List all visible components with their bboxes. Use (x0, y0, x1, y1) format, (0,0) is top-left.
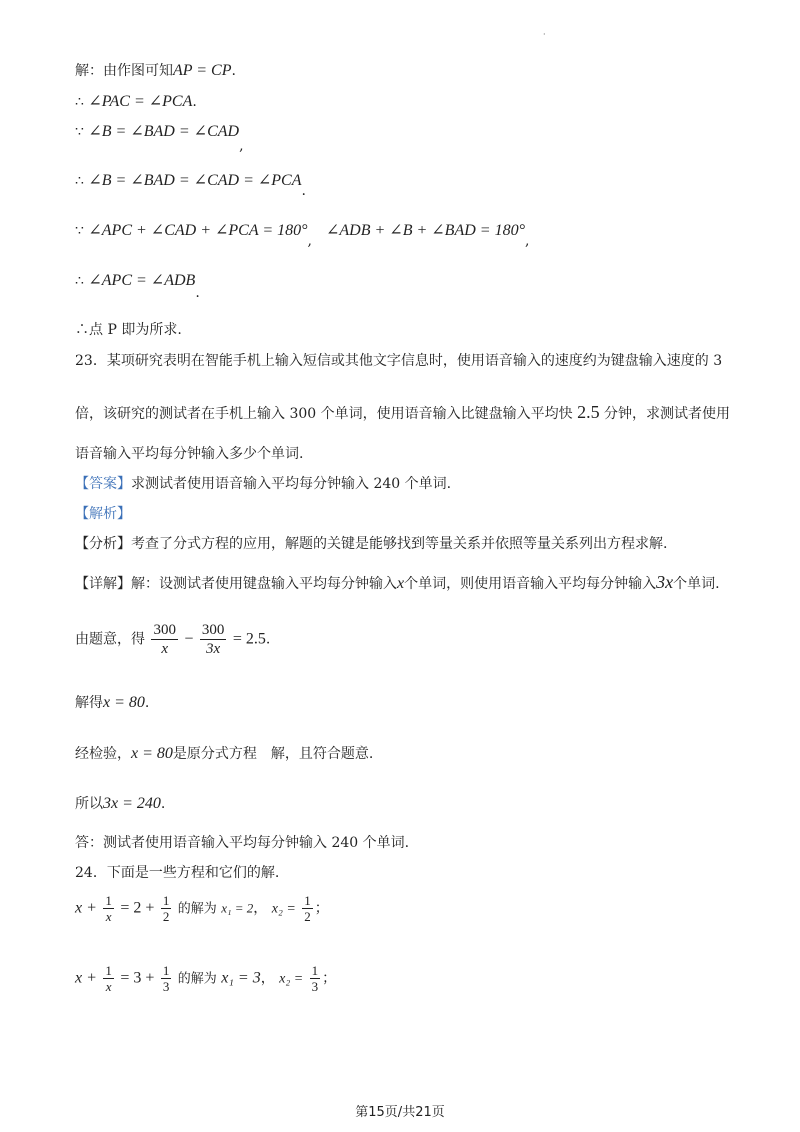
minus-sign: − (184, 630, 194, 648)
check-math: x = 80 (131, 745, 173, 762)
q24-intro (75, 864, 279, 882)
fraction-numerator: 300 (201, 622, 225, 638)
proof-line-2 (75, 93, 197, 111)
punct: , (307, 233, 312, 249)
q24-equation-1 (75, 893, 329, 924)
fraction-denominator: 3x (206, 641, 221, 657)
q23-line-2 (75, 403, 730, 423)
q23-line-3 (75, 445, 303, 463)
so-math: 3x = 240 (103, 795, 161, 812)
eq-text: 的解为 (177, 901, 217, 917)
header-mark: · (543, 30, 546, 39)
equation-prefix: 由题意，得 (75, 631, 145, 648)
fraction-1-over-2 (302, 893, 313, 924)
detail-text: 个单词，则使用语音输入平均每分钟输入 (404, 576, 657, 592)
equation-rhs: = 2.5 (232, 630, 266, 648)
q24-equation-2 (75, 963, 336, 994)
fraction-numerator: 1 (311, 963, 319, 978)
detail-var: 3x (656, 572, 674, 592)
proof-math: ∠B = ∠BAD = ∠CAD (88, 123, 240, 140)
punct: . (192, 94, 197, 110)
question-number: 2.5 (577, 402, 600, 422)
detail-line (75, 573, 720, 593)
eq-text: 的解为 (177, 971, 217, 987)
fraction-denominator: 2 (304, 909, 311, 924)
answer-line (75, 475, 451, 493)
punct: ； (322, 970, 337, 987)
fraction-1-over-2 (161, 893, 172, 924)
check-text: 是原分式方程 解，且符合题意. (172, 746, 374, 762)
punct: ； (314, 900, 329, 917)
answer-text: 求测试者使用语音输入平均每分钟输入 240 个单词. (131, 476, 452, 492)
eq-lhs-x: x + (75, 899, 97, 917)
proof-math: ∠PAC = ∠PCA (88, 93, 193, 110)
punct: . (265, 631, 271, 648)
because-symbol: ∵ (75, 223, 84, 239)
punct: ， (260, 970, 275, 987)
proof-math: ∠ADB + ∠B + ∠BAD = 180° (325, 222, 525, 239)
question-text: 分钟，求测试者使用 (604, 406, 731, 422)
check-prefix: 经检验， (75, 746, 131, 762)
page-number: 第15页/共21页 (355, 1105, 445, 1120)
fraction-numerator: 1 (162, 963, 170, 978)
fraction-1-over-x (103, 893, 114, 924)
proof-line-3 (75, 123, 244, 154)
check-line (75, 745, 373, 763)
punct: . (231, 63, 236, 79)
fraction-denominator: 3 (311, 979, 319, 994)
fraction-1-over-3 (310, 963, 321, 994)
proof-line-6 (75, 272, 200, 301)
proof-line-7 (75, 321, 182, 339)
so-line (75, 795, 165, 813)
fraction-numerator: 1 (304, 893, 311, 908)
analysis-line (75, 505, 131, 523)
fraction-300-over-3x (200, 621, 227, 658)
fraction-numerator: 1 (105, 893, 112, 908)
therefore-symbol: ∴ (75, 94, 84, 110)
so-prefix: 所以 (75, 796, 103, 812)
fenxi-line (75, 535, 667, 553)
final-answer: 答：测试者使用语音输入平均每分钟输入 240 个单词. (75, 835, 410, 851)
answer-tag: 【答案】 (75, 476, 131, 492)
fraction-1-over-3 (161, 963, 172, 994)
fraction-denominator: x (161, 641, 169, 657)
punct: , (524, 233, 530, 249)
solution-2-lhs: x₂ = (271, 901, 296, 917)
fraction-numerator: 300 (153, 622, 176, 638)
fraction-denominator: 3 (162, 979, 170, 994)
detail-text: 【详解】解：设测试者使用键盘输入平均每分钟输入 (75, 576, 397, 592)
fraction-1-over-x (103, 963, 114, 994)
punct: , (239, 138, 244, 154)
therefore-symbol: ∴ (75, 273, 84, 289)
detail-text: 个单词. (673, 576, 720, 592)
punct: . (160, 796, 166, 812)
question-text: 24．下面是一些方程和它们的解. (75, 865, 280, 881)
solve-math: x = 80 (103, 694, 145, 711)
proof-line-5 (75, 222, 530, 249)
proof-line-1 (75, 62, 236, 80)
solution-1: x₁ = 2 (221, 900, 254, 916)
final-answer-line (75, 834, 409, 852)
fraction-numerator: 1 (162, 893, 170, 908)
proof-math: ∠APC + ∠CAD + ∠PCA = 180° (88, 222, 308, 239)
proof-line-4 (75, 172, 306, 199)
punct: . (195, 285, 200, 301)
q23-line-1 (75, 352, 722, 370)
fraction-denominator: 2 (162, 909, 170, 924)
detail-var: x (397, 575, 405, 592)
solution-2-lhs: x₂ = (279, 971, 304, 987)
fraction-denominator: x (105, 909, 112, 924)
eq-lhs-x: x + (75, 969, 97, 987)
punct: . (144, 695, 150, 711)
question-text: 语音输入平均每分钟输入多少个单词. (75, 446, 304, 462)
solve-prefix: 解得 (75, 695, 103, 711)
because-symbol: ∵ (75, 124, 84, 140)
solution-1: x₁ = 3 (221, 969, 261, 987)
eq-mid: = 2 + (120, 899, 155, 917)
fraction-numerator: 1 (105, 963, 112, 978)
analysis-tag: 【解析】 (75, 506, 131, 522)
proof-text: 解：由作图可知 (75, 63, 173, 79)
question-text: 倍，该研究的测试者在手机上输入 300 个单词，使用语音输入比键盘输入平均快 (75, 406, 573, 422)
proof-math: AP = CP (173, 62, 232, 79)
fenxi-text: 【分析】考查了分式方程的应用，解题的关键是能够找到等量关系并依照等量关系列出方程求解. (75, 536, 668, 552)
therefore-symbol: ∴ (75, 173, 84, 189)
equation-line (75, 621, 270, 658)
proof-math: ∠B = ∠BAD = ∠CAD = ∠PCA (88, 172, 302, 189)
proof-math: ∠APC = ∠ADB (88, 272, 196, 289)
punct: ， (253, 900, 268, 917)
fraction-denominator: x (105, 979, 112, 994)
punct: . (301, 183, 306, 199)
solve-line (75, 694, 149, 712)
eq-mid: = 3 + (120, 969, 155, 987)
proof-conclusion: ∴点 P 即为所求. (75, 322, 182, 338)
fraction-300-over-x (151, 621, 178, 658)
question-text: 23．某项研究表明在智能手机上输入短信或其他文字信息时，使用语音输入的速度约为键盘输入速度的 3 (75, 353, 723, 369)
